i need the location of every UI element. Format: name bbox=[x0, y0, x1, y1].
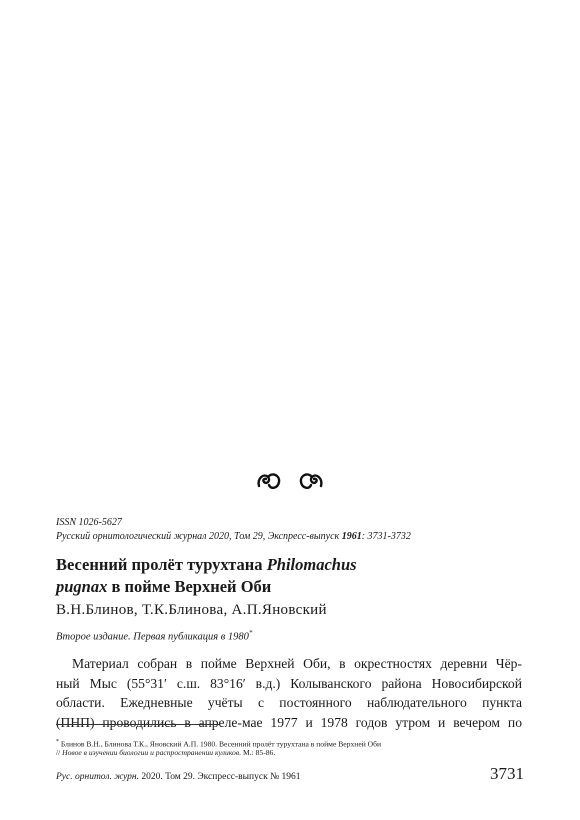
running-footer bbox=[56, 772, 301, 782]
article-title bbox=[56, 554, 526, 598]
body-line: ный Мыс (55°31′ с.ш. 83°16′ в.д.) Колыванского района Новосибирской bbox=[56, 675, 522, 691]
title-latin-species: pugnax bbox=[56, 577, 108, 596]
edition-footnote-mark: * bbox=[248, 629, 253, 637]
title-part2: в пойме Верхней Оби bbox=[107, 577, 272, 596]
ornament-right-icon bbox=[298, 470, 324, 497]
footnote-slashes: // bbox=[56, 748, 63, 757]
page-number: 3731 bbox=[490, 764, 524, 783]
body-line: Материал собран в пойме Верхней Оби, в окрестностях деревни Чёр- bbox=[72, 656, 522, 671]
journal-citation-prefix: Русский орнитологический журнал 2020, Том 29, Экспресс-выпуск bbox=[56, 531, 342, 542]
body-line: области. Ежедневные учёты с постоянного наблюдательного пункта bbox=[56, 695, 522, 710]
journal-citation-suffix: : 3731-3732 bbox=[361, 531, 411, 542]
title-part1: Весенний пролёт турухтана bbox=[56, 555, 267, 574]
footnote-book-title: Новое в изучении биологии и распространении куликов bbox=[62, 748, 240, 757]
footnote-citation: Блинов В.Н., Блинова Т.К., Яновский А.П. 1980. Весенний пролёт турухтана в пойме Верхней Оби bbox=[60, 739, 382, 749]
footnote-mark: * bbox=[56, 739, 59, 745]
edition-note-text: Второе издание. Первая публикация в 1980 bbox=[56, 631, 249, 643]
body-line: (ПНП) проводились в апреле-мае 1977 и 1978 годов утром и вечером по bbox=[56, 714, 522, 730]
footer-issue: 2020. Том 29. Экспресс-выпуск № 1961 bbox=[138, 772, 301, 782]
footnote-divider bbox=[56, 724, 220, 725]
issue-number: 1961 bbox=[341, 531, 362, 542]
issn-line: ISSN 1026-5627 bbox=[56, 517, 122, 528]
footer-journal-abbr: Рус. орнитол. журн. bbox=[56, 772, 139, 782]
edition-note bbox=[56, 629, 252, 643]
authors-line: В.Н.Блинов, Т.К.Блинова, А.П.Яновский bbox=[56, 602, 327, 618]
footnote-line-2 bbox=[56, 748, 526, 758]
section-ornament bbox=[0, 470, 580, 497]
title-latin-genus: Philomachus bbox=[266, 555, 357, 574]
ornament-left-icon bbox=[256, 470, 282, 497]
journal-citation-line bbox=[56, 530, 526, 543]
footnote-pages: . М.: 85-86. bbox=[239, 748, 276, 757]
article-body bbox=[56, 654, 522, 732]
